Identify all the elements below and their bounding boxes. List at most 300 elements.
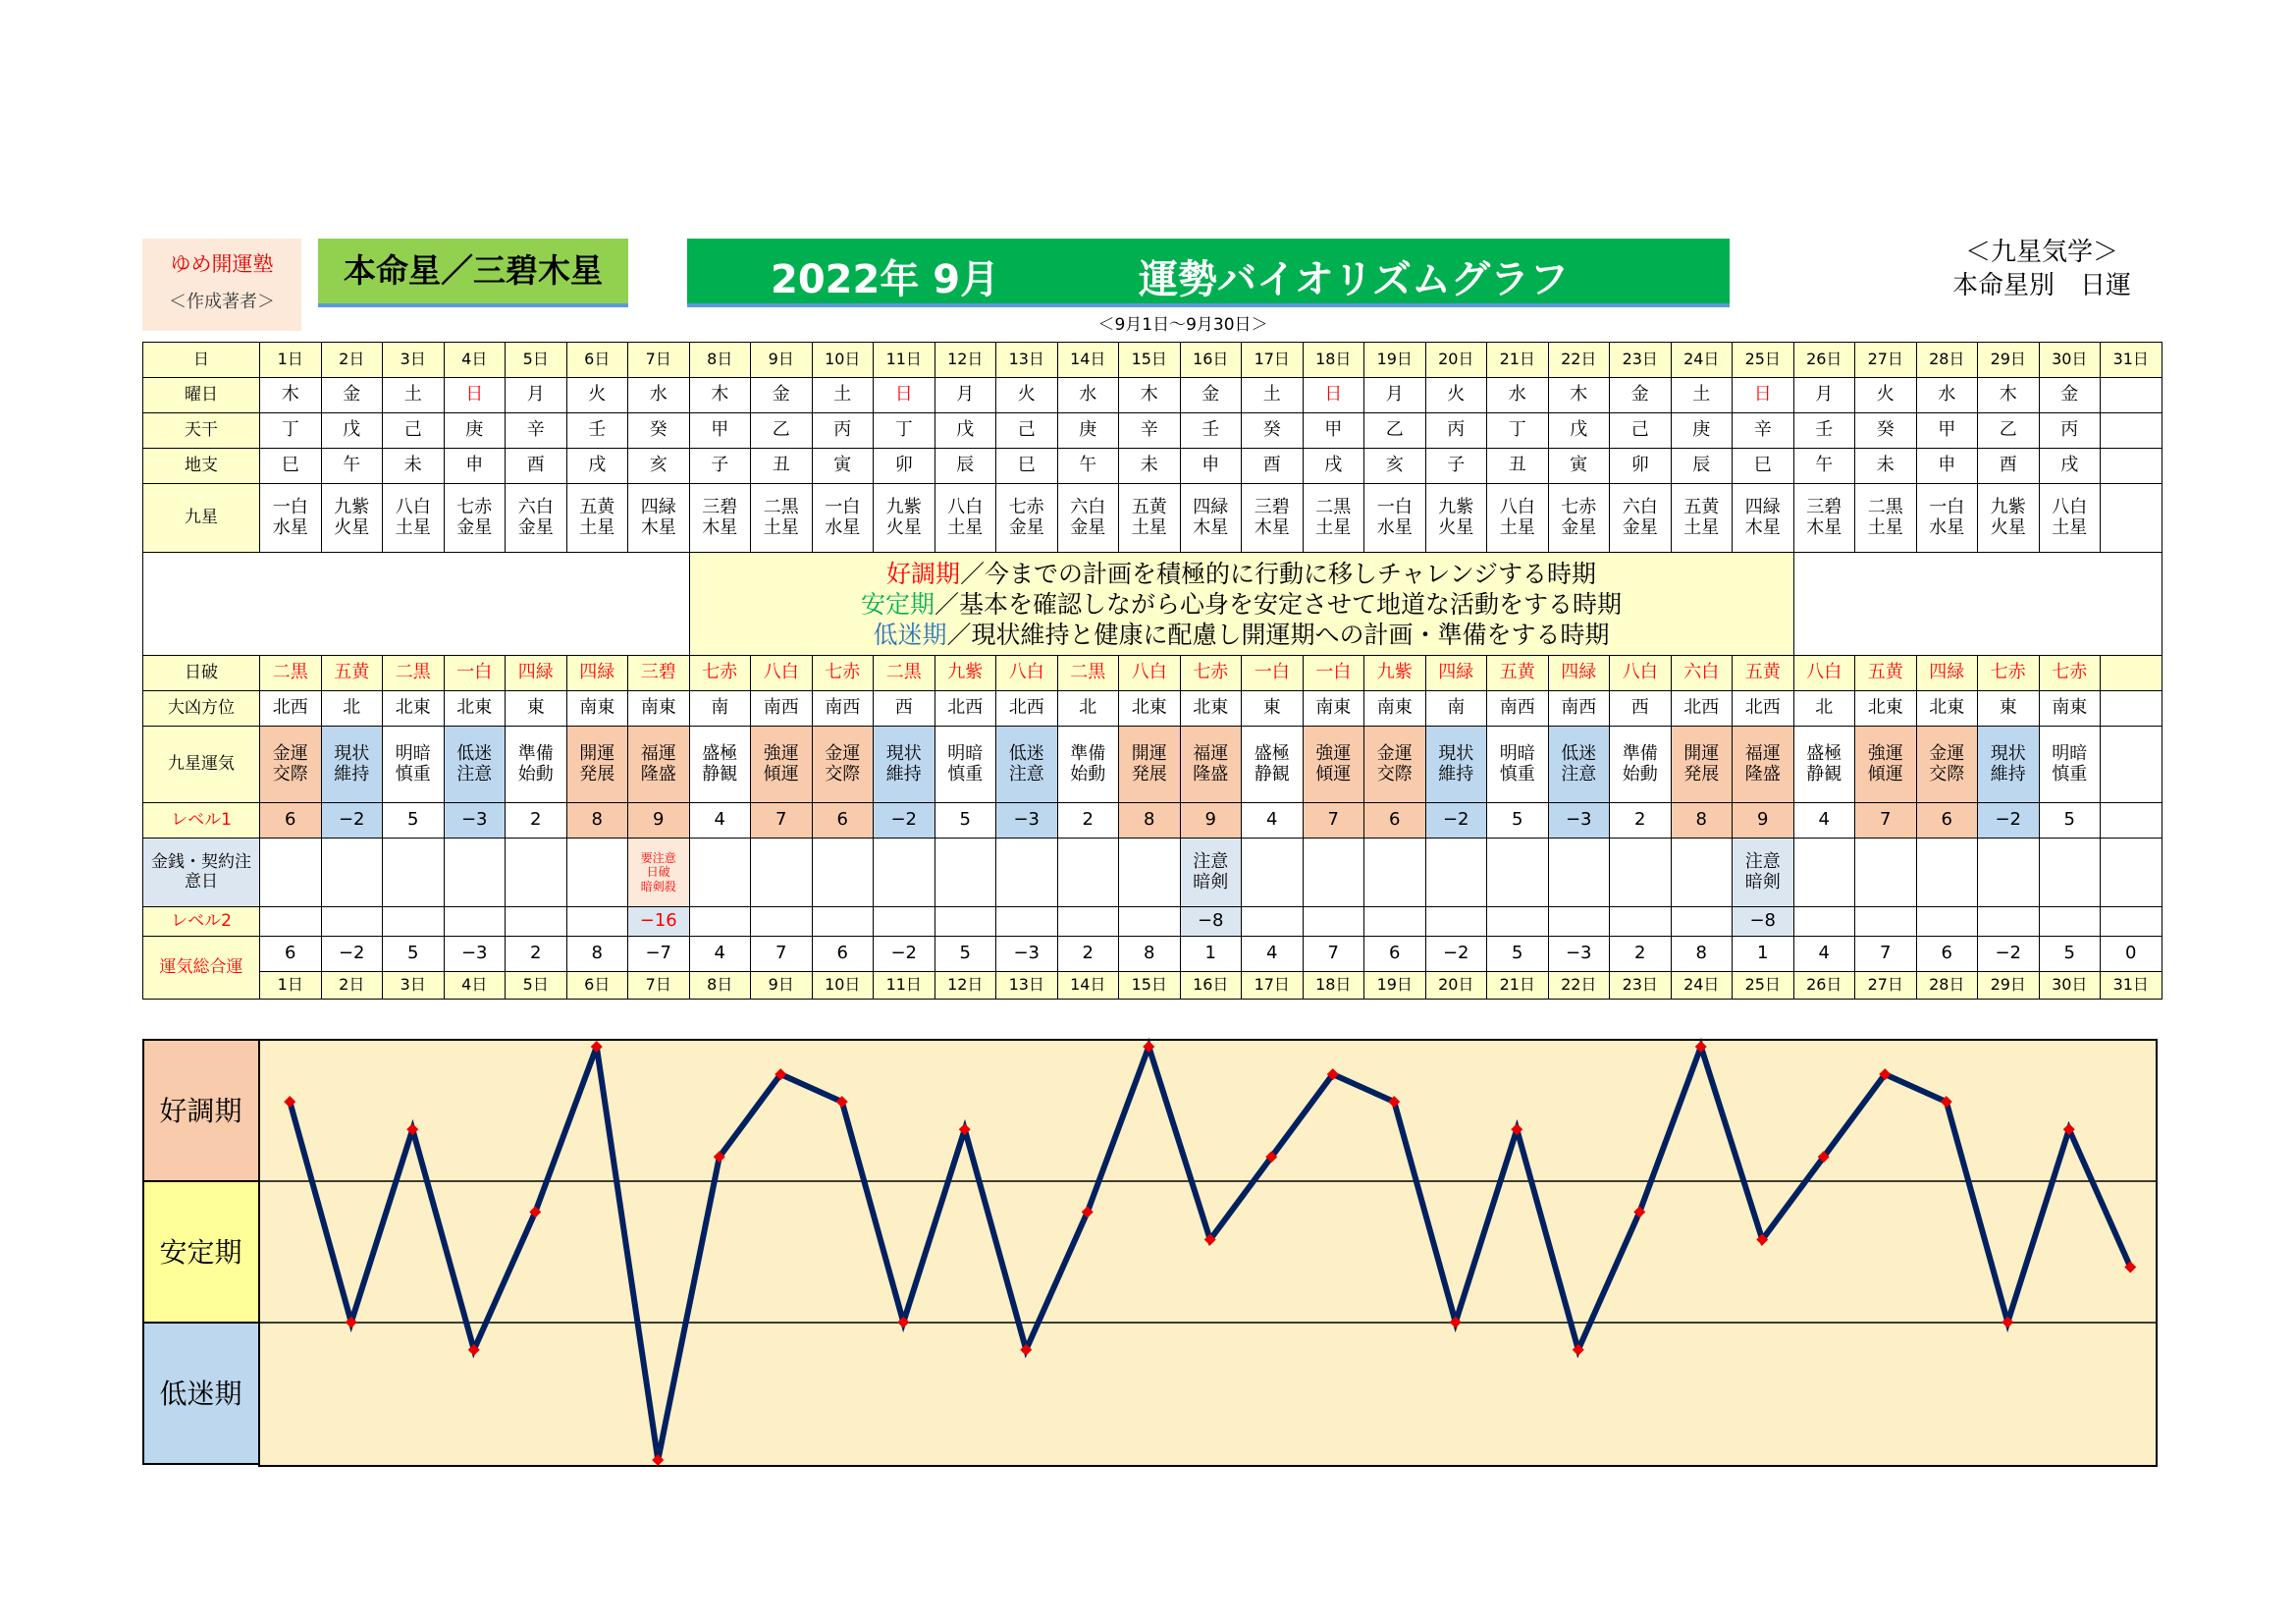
level1-cell: 7 — [1303, 803, 1364, 839]
tenkan-cell: 乙 — [1978, 413, 2040, 449]
tenkan-cell: 戊 — [934, 413, 996, 449]
caution-cell: 注意 暗剣 — [1180, 839, 1242, 907]
chishi-cell: 巳 — [996, 449, 1058, 484]
nippa-cell: 八白 — [1793, 656, 1855, 691]
kyusei-cell: 一白 水星 — [260, 484, 322, 553]
day-header: 12日 — [934, 972, 996, 1000]
kyusei-cell: 二黒 土星 — [1303, 484, 1364, 553]
level2-cell — [1425, 907, 1487, 937]
level2-cell — [383, 907, 445, 937]
unki-cell: 盛極 静観 — [689, 727, 751, 803]
tenkan-cell: 戊 — [1548, 413, 1610, 449]
band-label: 低迷期 — [159, 1378, 242, 1410]
day-header: 16日 — [1180, 343, 1242, 378]
tenkan-cell: 辛 — [1733, 413, 1794, 449]
nippa-cell: 八白 — [1610, 656, 1672, 691]
day-header: 10日 — [812, 343, 874, 378]
day-header: 30日 — [2039, 343, 2101, 378]
chishi-cell: 酉 — [506, 449, 567, 484]
day-header: 1日 — [260, 343, 322, 378]
daikyo-cell: 北 — [321, 691, 383, 727]
level2-cell — [1978, 907, 2040, 937]
weekday-cell: 日 — [444, 378, 506, 413]
level1-cell: −2 — [1978, 803, 2040, 839]
day-header: 4日 — [444, 343, 506, 378]
day-header: 20日 — [1425, 343, 1487, 378]
day-header: 21日 — [1487, 972, 1549, 1000]
kyusei-cell: 八白 土星 — [383, 484, 445, 553]
unki-cell: 福運 隆盛 — [1180, 727, 1242, 803]
kyusei-unki-label: 九星運気 — [143, 727, 260, 803]
total-cell: 5 — [1487, 937, 1549, 972]
nippa-cell: 五黄 — [1855, 656, 1917, 691]
level2-cell — [1364, 907, 1426, 937]
level1-cell: 5 — [2039, 803, 2101, 839]
nippa-cell: 四緑 — [506, 656, 567, 691]
tenkan-cell: 己 — [1610, 413, 1672, 449]
unki-cell: 盛極 静観 — [1242, 727, 1304, 803]
total-cell: −2 — [321, 937, 383, 972]
tenkan-cell: 丙 — [812, 413, 874, 449]
level2-cell — [1303, 907, 1364, 937]
chishi-cell: 酉 — [1978, 449, 2040, 484]
tenkan-cell: 乙 — [751, 413, 813, 449]
weekday-cell: 金 — [1180, 378, 1242, 413]
kyusei-cell: 一白 水星 — [812, 484, 874, 553]
kyusei-cell: 八白 土星 — [1487, 484, 1549, 553]
chishi-cell: 巳 — [260, 449, 322, 484]
chishi-cell: 未 — [1119, 449, 1181, 484]
level2-cell — [1793, 907, 1855, 937]
tenkan-label: 天干 — [143, 413, 260, 449]
level1-cell: 2 — [1610, 803, 1672, 839]
tenkan-cell: 癸 — [628, 413, 690, 449]
daikyo-cell: 北西 — [1733, 691, 1794, 727]
daikyo-cell: 南西 — [751, 691, 813, 727]
tenkan-cell: 壬 — [566, 413, 628, 449]
subtitle-label: 本命星別 日運 — [1951, 271, 2131, 300]
tenkan-cell: 癸 — [1855, 413, 1917, 449]
chishi-cell: 午 — [1793, 449, 1855, 484]
level2-label: レベル2 — [143, 907, 260, 937]
level2-cell — [1487, 907, 1549, 937]
total-cell: 4 — [1793, 937, 1855, 972]
day-header: 9日 — [751, 343, 813, 378]
day-header: 21日 — [1487, 343, 1549, 378]
category-label: ＜九星気学＞ — [1964, 238, 2118, 267]
daikyo-cell: 北東 — [1855, 691, 1917, 727]
caution-cell — [1548, 839, 1610, 907]
tenkan-cell: 丙 — [1425, 413, 1487, 449]
level1-label: レベル1 — [143, 803, 260, 839]
total-cell: 7 — [1855, 937, 1917, 972]
total-cell: −7 — [628, 937, 690, 972]
total-cell: 4 — [689, 937, 751, 972]
day-header: 6日 — [566, 343, 628, 378]
day-label: 日 — [143, 343, 260, 378]
day-header: 24日 — [1671, 343, 1733, 378]
kyusei-cell: 一白 水星 — [1916, 484, 1978, 553]
weekday-cell: 月 — [934, 378, 996, 413]
level1-cell: 6 — [260, 803, 322, 839]
weekday-cell: 水 — [628, 378, 690, 413]
weekday-cell: 火 — [1855, 378, 1917, 413]
daikyo-cell: 西 — [874, 691, 935, 727]
daikyo-label: 大凶方位 — [143, 691, 260, 727]
weekday-cell: 土 — [383, 378, 445, 413]
total-cell: 6 — [812, 937, 874, 972]
caution-cell: 要注意 日破 暗剣殺 — [628, 839, 690, 907]
caution-cell — [260, 839, 322, 907]
level2-cell — [1916, 907, 1978, 937]
level1-cell: 2 — [506, 803, 567, 839]
chishi-cell: 子 — [689, 449, 751, 484]
weekday-cell: 水 — [1916, 378, 1978, 413]
weekday-cell: 木 — [260, 378, 322, 413]
weekday-label: 曜日 — [143, 378, 260, 413]
level2-cell — [751, 907, 813, 937]
caution-cell: 注意 暗剣 — [1733, 839, 1794, 907]
tenkan-cell: 辛 — [1119, 413, 1181, 449]
total-cell: 5 — [934, 937, 996, 972]
caution-cell — [1916, 839, 1978, 907]
caution-cell — [566, 839, 628, 907]
page-title: 運勢バイオリズムグラフ — [1139, 257, 1569, 302]
tenkan-cell: 庚 — [444, 413, 506, 449]
weekday-cell: 金 — [751, 378, 813, 413]
level1-cell: 8 — [1671, 803, 1733, 839]
weekday-cell: 日 — [1733, 378, 1794, 413]
weekday-cell — [2101, 378, 2163, 413]
chishi-cell: 戌 — [2039, 449, 2101, 484]
kyusei-cell: 二黒 土星 — [1855, 484, 1917, 553]
caution-cell — [383, 839, 445, 907]
level1-cell: 4 — [1793, 803, 1855, 839]
daikyo-cell: 南東 — [1303, 691, 1364, 727]
band-label: 好調期 — [159, 1095, 242, 1127]
caution-cell — [1978, 839, 2040, 907]
tenkan-cell: 庚 — [1057, 413, 1119, 449]
nippa-cell: 二黒 — [874, 656, 935, 691]
kyusei-cell: 六白 金星 — [506, 484, 567, 553]
month-title: 2022年 9月 — [771, 257, 1000, 302]
chishi-cell: 辰 — [1671, 449, 1733, 484]
level2-cell: −8 — [1180, 907, 1242, 937]
chishi-cell: 午 — [1057, 449, 1119, 484]
nippa-cell: 七赤 — [2039, 656, 2101, 691]
caution-cell — [2039, 839, 2101, 907]
total-cell: −3 — [444, 937, 506, 972]
tenkan-cell: 丁 — [874, 413, 935, 449]
unki-cell: 金運 交際 — [812, 727, 874, 803]
nippa-cell: 三碧 — [628, 656, 690, 691]
total-cell: 5 — [383, 937, 445, 972]
tenkan-cell: 壬 — [1180, 413, 1242, 449]
day-header: 14日 — [1057, 343, 1119, 378]
kyusei-cell: 九紫 火星 — [874, 484, 935, 553]
kyusei-cell — [2101, 484, 2163, 553]
level1-cell: 6 — [1916, 803, 1978, 839]
day-header: 16日 — [1180, 972, 1242, 1000]
level2-cell — [506, 907, 567, 937]
day-header: 22日 — [1548, 343, 1610, 378]
day-header: 5日 — [506, 343, 567, 378]
kyusei-label: 九星 — [143, 484, 260, 553]
level1-cell: 2 — [1057, 803, 1119, 839]
weekday-cell: 土 — [1671, 378, 1733, 413]
chishi-cell: 未 — [1855, 449, 1917, 484]
weekday-cell: 木 — [1119, 378, 1181, 413]
level2-cell — [566, 907, 628, 937]
chishi-cell: 申 — [1916, 449, 1978, 484]
kyusei-cell: 四緑 木星 — [1733, 484, 1794, 553]
daikyo-cell: 南西 — [1487, 691, 1549, 727]
level2-cell — [321, 907, 383, 937]
weekday-cell: 土 — [812, 378, 874, 413]
tenkan-cell: 戊 — [321, 413, 383, 449]
level2-cell — [1242, 907, 1304, 937]
unki-cell: 金運 交際 — [260, 727, 322, 803]
unki-cell: 準備 始動 — [506, 727, 567, 803]
tenkan-cell: 己 — [383, 413, 445, 449]
day-header: 18日 — [1303, 343, 1364, 378]
day-header: 25日 — [1733, 972, 1794, 1000]
level2-cell — [1671, 907, 1733, 937]
unki-cell: 開運 発展 — [1119, 727, 1181, 803]
band-label: 安定期 — [159, 1236, 242, 1269]
kyusei-cell: 五黄 土星 — [566, 484, 628, 553]
unki-cell: 現状 維持 — [1425, 727, 1487, 803]
day-header: 7日 — [628, 343, 690, 378]
level1-cell: 5 — [934, 803, 996, 839]
tenkan-cell: 庚 — [1671, 413, 1733, 449]
day-header: 5日 — [506, 972, 567, 1000]
total-cell: 8 — [1671, 937, 1733, 972]
weekday-cell: 月 — [506, 378, 567, 413]
chishi-cell: 申 — [1180, 449, 1242, 484]
daikyo-cell: 北東 — [444, 691, 506, 727]
level2-cell — [1610, 907, 1672, 937]
chishi-cell: 卯 — [1610, 449, 1672, 484]
daikyo-cell: 北西 — [934, 691, 996, 727]
kyusei-cell: 二黒 土星 — [751, 484, 813, 553]
weekday-cell: 金 — [1610, 378, 1672, 413]
total-cell: 7 — [1303, 937, 1364, 972]
legend-blank-left — [143, 553, 690, 656]
weekday-cell: 日 — [874, 378, 935, 413]
level2-cell — [1057, 907, 1119, 937]
total-cell: −2 — [1425, 937, 1487, 972]
level2-cell — [444, 907, 506, 937]
level1-cell — [2101, 803, 2163, 839]
day-header: 28日 — [1916, 972, 1978, 1000]
level1-cell: 5 — [1487, 803, 1549, 839]
daikyo-cell: 南東 — [2039, 691, 2101, 727]
tenkan-cell: 丁 — [260, 413, 322, 449]
daikyo-cell: 東 — [506, 691, 567, 727]
level1-cell: 7 — [751, 803, 813, 839]
date-range: ＜9月1日～9月30日＞ — [1097, 315, 1268, 335]
kyusei-cell: 九紫 火星 — [321, 484, 383, 553]
nippa-cell: 八白 — [751, 656, 813, 691]
level1-cell: −2 — [874, 803, 935, 839]
nippa-cell: 六白 — [1671, 656, 1733, 691]
day-header: 26日 — [1793, 972, 1855, 1000]
level1-cell: 8 — [1119, 803, 1181, 839]
caution-cell — [934, 839, 996, 907]
unki-cell: 金運 交際 — [1916, 727, 1978, 803]
tenkan-cell: 甲 — [1916, 413, 1978, 449]
unki-cell: 盛極 静観 — [1793, 727, 1855, 803]
chishi-cell: 申 — [444, 449, 506, 484]
day-header: 10日 — [812, 972, 874, 1000]
unki-cell: 明暗 慎重 — [383, 727, 445, 803]
category-box — [1924, 236, 2160, 302]
level2-cell — [812, 907, 874, 937]
kyusei-cell: 三碧 木星 — [689, 484, 751, 553]
tenkan-cell — [2101, 413, 2163, 449]
caution-cell — [1303, 839, 1364, 907]
chishi-cell: 巳 — [1733, 449, 1794, 484]
kyusei-cell: 一白 水星 — [1364, 484, 1426, 553]
nippa-cell: 九紫 — [1364, 656, 1426, 691]
nippa-cell: 八白 — [1119, 656, 1181, 691]
total-cell: −3 — [996, 937, 1058, 972]
kyusei-cell: 七赤 金星 — [444, 484, 506, 553]
caution-cell — [444, 839, 506, 907]
daikyo-cell: 北 — [1793, 691, 1855, 727]
day-header: 29日 — [1978, 972, 2040, 1000]
day-header: 2日 — [321, 343, 383, 378]
level1-cell: 6 — [812, 803, 874, 839]
daikyo-cell: 北 — [1057, 691, 1119, 727]
level2-cell — [1855, 907, 1917, 937]
caution-cell — [321, 839, 383, 907]
level1-cell: −2 — [1425, 803, 1487, 839]
total-label: 運気総合運 — [143, 937, 260, 1000]
day-header: 31日 — [2101, 343, 2163, 378]
caution-cell — [1364, 839, 1426, 907]
total-cell: 5 — [2039, 937, 2101, 972]
unki-cell: 金運 交際 — [1364, 727, 1426, 803]
nippa-cell: 二黒 — [260, 656, 322, 691]
level2-cell — [260, 907, 322, 937]
level2-cell — [2039, 907, 2101, 937]
caution-cell — [1671, 839, 1733, 907]
level1-cell: −3 — [996, 803, 1058, 839]
day-header: 13日 — [996, 343, 1058, 378]
unki-cell: 明暗 慎重 — [1487, 727, 1549, 803]
total-cell: 6 — [1916, 937, 1978, 972]
weekday-cell: 水 — [1487, 378, 1549, 413]
kyusei-cell: 九紫 火星 — [1425, 484, 1487, 553]
day-header: 3日 — [383, 972, 445, 1000]
kyusei-cell: 七赤 金星 — [1548, 484, 1610, 553]
level2-cell — [1548, 907, 1610, 937]
day-header: 26日 — [1793, 343, 1855, 378]
chishi-cell — [2101, 449, 2163, 484]
level2-cell: −8 — [1733, 907, 1794, 937]
kyusei-cell: 四緑 木星 — [628, 484, 690, 553]
author-name: ゆめ開運塾 — [170, 252, 274, 276]
level2-cell — [996, 907, 1058, 937]
nippa-cell: 五黄 — [321, 656, 383, 691]
day-header: 2日 — [321, 972, 383, 1000]
caution-cell — [996, 839, 1058, 907]
nippa-cell: 七赤 — [1180, 656, 1242, 691]
caution-cell — [1855, 839, 1917, 907]
tenkan-cell: 甲 — [1303, 413, 1364, 449]
nippa-cell — [2101, 656, 2163, 691]
daikyo-cell: 北西 — [260, 691, 322, 727]
unki-cell: 強運 傾運 — [751, 727, 813, 803]
day-header: 31日 — [2101, 972, 2163, 1000]
unki-cell: 低迷 注意 — [444, 727, 506, 803]
level2-cell: −16 — [628, 907, 690, 937]
nippa-cell: 四緑 — [1425, 656, 1487, 691]
daikyo-cell: 南西 — [812, 691, 874, 727]
unki-cell: 福運 隆盛 — [628, 727, 690, 803]
daikyo-cell: 北東 — [1916, 691, 1978, 727]
author-box — [142, 239, 301, 331]
day-header: 23日 — [1610, 972, 1672, 1000]
day-header: 15日 — [1119, 343, 1181, 378]
day-header: 15日 — [1119, 972, 1181, 1000]
chishi-cell: 子 — [1425, 449, 1487, 484]
day-header: 19日 — [1364, 972, 1426, 1000]
caution-label: 金銭・契約注意日 — [143, 839, 260, 907]
weekday-cell: 水 — [1057, 378, 1119, 413]
daikyo-cell: 北西 — [1671, 691, 1733, 727]
weekday-cell: 火 — [996, 378, 1058, 413]
day-header: 1日 — [260, 972, 322, 1000]
caution-cell — [1487, 839, 1549, 907]
day-header: 27日 — [1855, 972, 1917, 1000]
caution-cell — [689, 839, 751, 907]
kyusei-cell: 六白 金星 — [1610, 484, 1672, 553]
day-header: 17日 — [1242, 343, 1304, 378]
caution-cell — [1242, 839, 1304, 907]
nippa-cell: 四緑 — [1548, 656, 1610, 691]
level1-cell: 9 — [628, 803, 690, 839]
total-cell: 1 — [1733, 937, 1794, 972]
chishi-cell: 卯 — [874, 449, 935, 484]
level1-cell: 4 — [1242, 803, 1304, 839]
kyusei-cell: 八白 土星 — [2039, 484, 2101, 553]
day-header: 28日 — [1916, 343, 1978, 378]
unki-cell — [2101, 727, 2163, 803]
unki-cell: 現状 維持 — [874, 727, 935, 803]
caution-cell — [751, 839, 813, 907]
weekday-cell: 月 — [1793, 378, 1855, 413]
legend-box — [689, 553, 1793, 656]
level1-cell: 4 — [689, 803, 751, 839]
chishi-cell: 寅 — [1548, 449, 1610, 484]
daikyo-cell: 東 — [1242, 691, 1304, 727]
nippa-label: 日破 — [143, 656, 260, 691]
tenkan-cell: 甲 — [689, 413, 751, 449]
nippa-cell: 四緑 — [1916, 656, 1978, 691]
honmei-label: 本命星／三碧木星 — [318, 239, 628, 307]
tenkan-cell: 丁 — [1487, 413, 1549, 449]
legend-item: 低迷期／現状維持と健康に配慮し開運期への計画・準備をする時期 — [873, 620, 1610, 649]
nippa-cell: 七赤 — [812, 656, 874, 691]
day-header: 17日 — [1242, 972, 1304, 1000]
unki-cell: 現状 維持 — [321, 727, 383, 803]
kyusei-cell: 五黄 土星 — [1671, 484, 1733, 553]
daikyo-cell: 東 — [1978, 691, 2040, 727]
day-header: 30日 — [2039, 972, 2101, 1000]
